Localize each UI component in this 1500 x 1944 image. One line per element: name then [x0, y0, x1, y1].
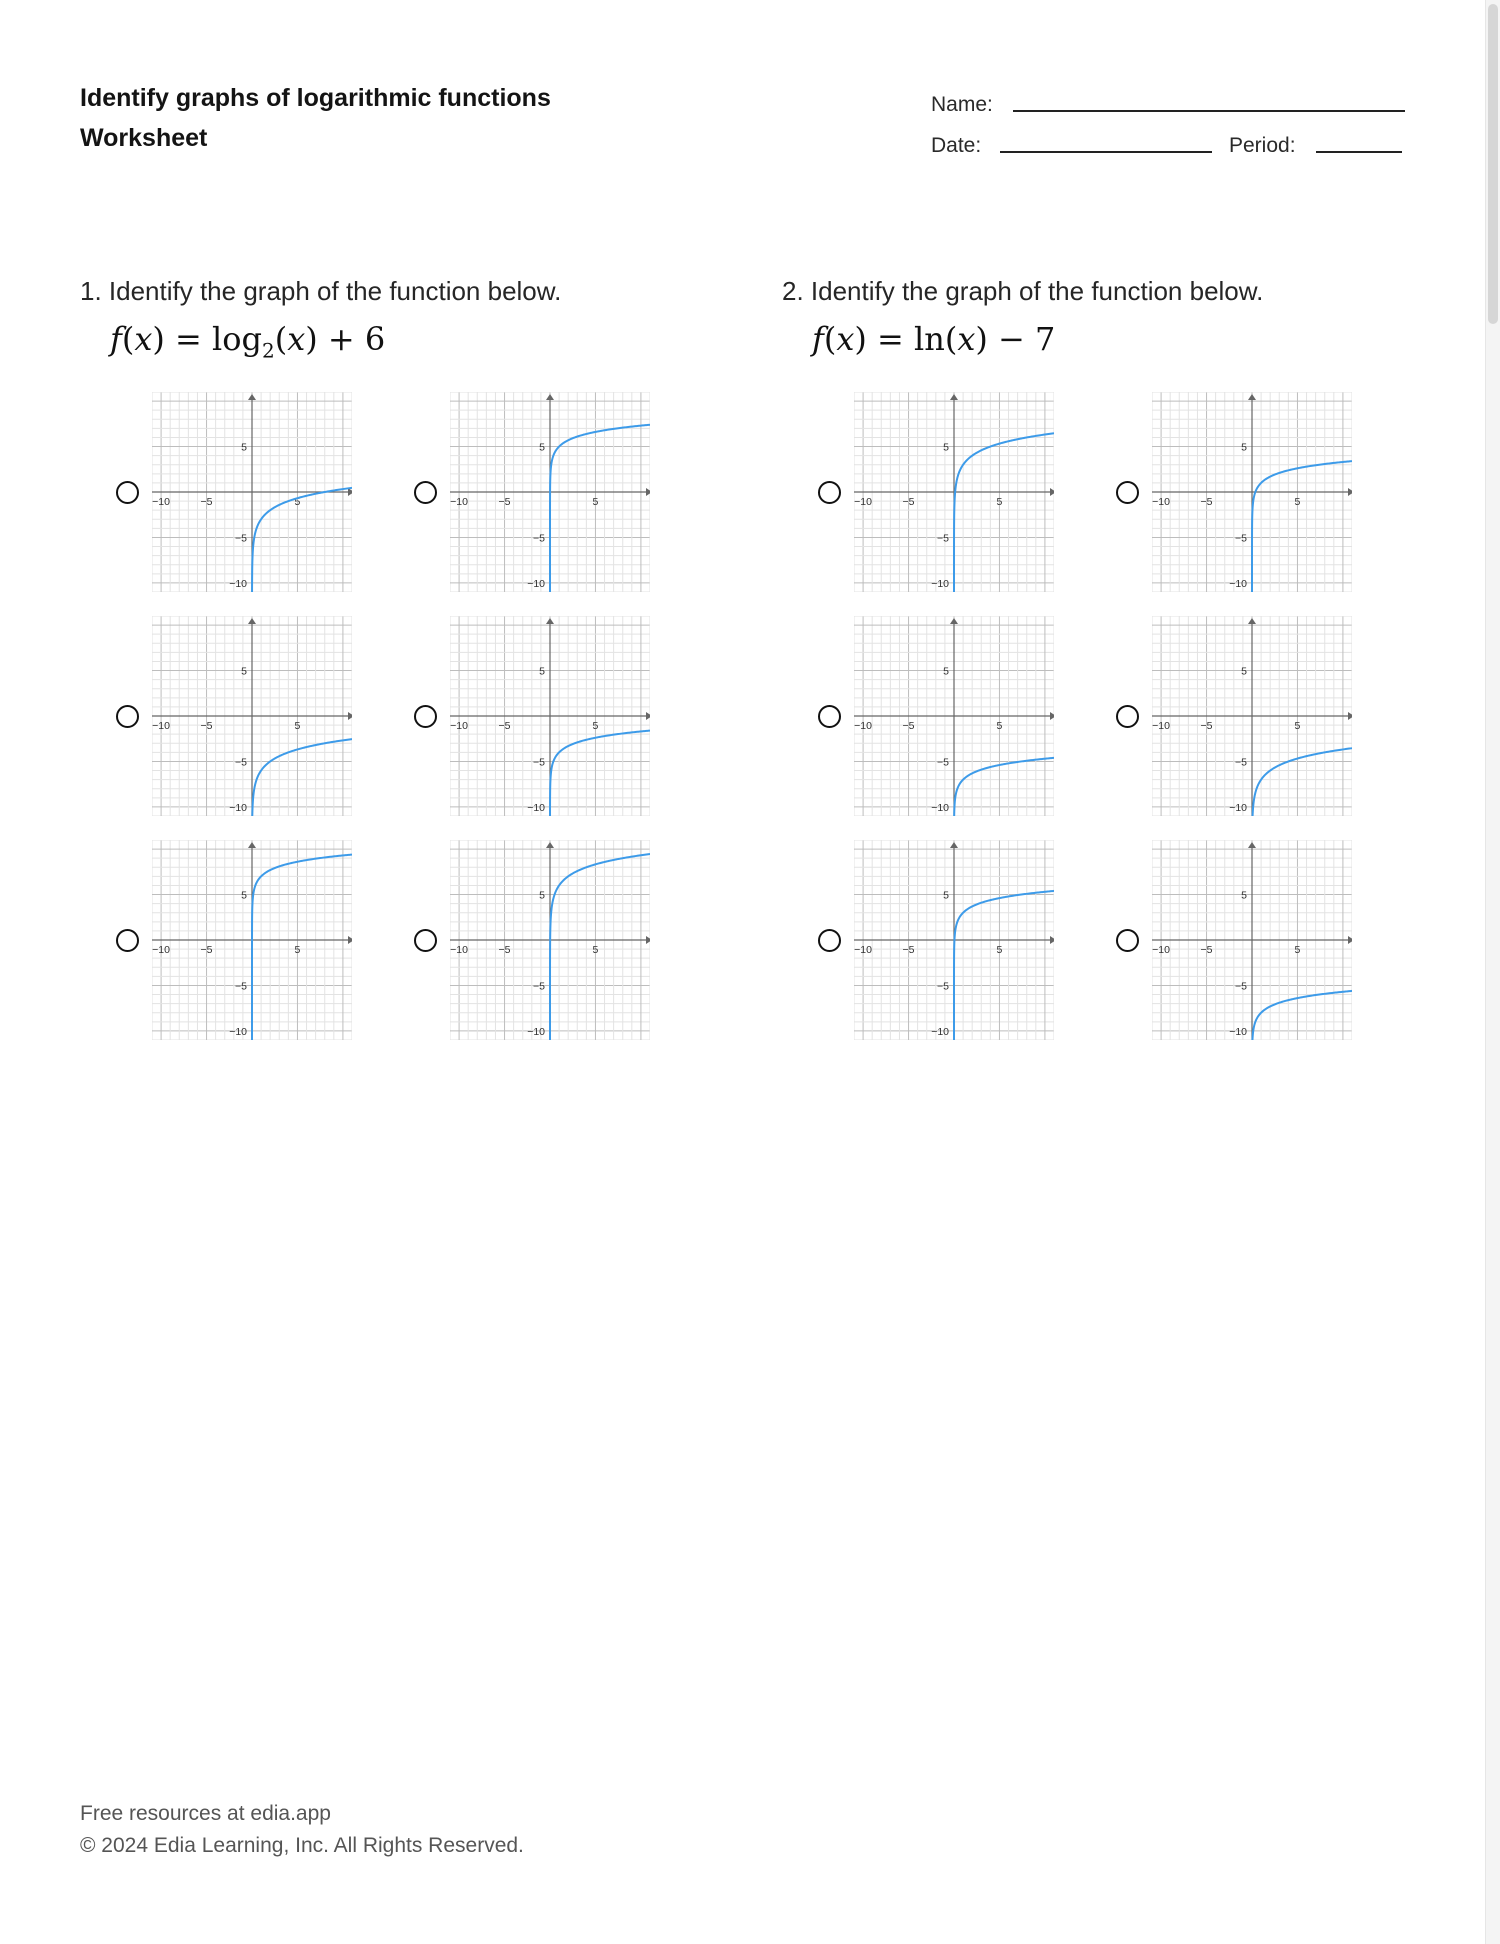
q2-option-a [818, 392, 1078, 592]
x-tick-label: 5 [1294, 944, 1301, 956]
q1-option-c-graph [152, 616, 352, 816]
q2-option-e [818, 840, 1078, 1040]
x-tick-label: −5 [498, 496, 511, 508]
y-tick-label: −5 [1235, 980, 1247, 993]
y-tick-label: −5 [235, 756, 247, 769]
q2-option-c [818, 616, 1078, 816]
y-tick-label: 5 [943, 889, 949, 902]
q1-option-f-radio[interactable] [414, 929, 437, 952]
q2-option-c-graph [854, 616, 1054, 816]
y-axis-arrow [1248, 618, 1256, 624]
x-tick-label: −5 [200, 944, 213, 956]
y-tick-label: −10 [229, 577, 247, 590]
y-axis-arrow [950, 842, 958, 848]
y-axis-arrow [950, 394, 958, 400]
x-tick-label: 5 [592, 944, 599, 956]
y-tick-label: −5 [533, 980, 545, 993]
question-1-formula: $f(x) = \log_2(x) + 6$ [110, 320, 386, 363]
x-tick-label: −10 [152, 496, 170, 508]
x-tick-label: −5 [200, 720, 213, 732]
q2-option-b-graph [1152, 392, 1352, 592]
x-tick-label: 5 [996, 944, 1003, 956]
q1-option-f-graph [450, 840, 650, 1040]
x-tick-label: −10 [854, 496, 872, 508]
log-curve [954, 891, 1054, 1040]
y-axis-arrow [546, 842, 554, 848]
q1-option-b-graph [450, 392, 650, 592]
y-tick-label: −5 [235, 532, 247, 545]
log-curve [954, 433, 1054, 592]
q2-option-f-radio[interactable] [1116, 929, 1139, 952]
y-tick-label: −10 [229, 1025, 247, 1038]
q2-option-f-graph [1152, 840, 1352, 1040]
y-tick-label: −10 [527, 1025, 545, 1038]
log-curve [252, 488, 352, 592]
q2-option-d-graph [1152, 616, 1352, 816]
q1-option-e [116, 840, 376, 1040]
x-tick-label: −10 [1152, 496, 1170, 508]
q1-option-a-radio[interactable] [116, 481, 139, 504]
x-tick-label: −5 [498, 944, 511, 956]
date-field[interactable] [1000, 151, 1212, 153]
log-curve [252, 739, 352, 816]
y-tick-label: −10 [527, 577, 545, 590]
x-axis-arrow [646, 712, 650, 720]
footer-copyright: © 2024 Edia Learning, Inc. All Rights Reserved. [80, 1834, 524, 1857]
q1-option-e-radio[interactable] [116, 929, 139, 952]
q1-option-a [116, 392, 376, 592]
y-axis-arrow [248, 618, 256, 624]
x-tick-label: −10 [152, 944, 170, 956]
x-tick-label: −5 [498, 720, 511, 732]
x-axis-arrow [1348, 936, 1352, 944]
q1-option-d-radio[interactable] [414, 705, 437, 728]
q2-option-a-radio[interactable] [818, 481, 841, 504]
y-axis-arrow [546, 394, 554, 400]
x-axis-arrow [1050, 488, 1054, 496]
y-axis-arrow [248, 842, 256, 848]
q2-option-e-radio[interactable] [818, 929, 841, 952]
period-field[interactable] [1316, 151, 1402, 153]
y-tick-label: 5 [241, 889, 247, 902]
footer-resources: Free resources at edia.app [80, 1802, 331, 1825]
worksheet-subtitle: Worksheet [80, 124, 208, 152]
y-tick-label: −5 [533, 756, 545, 769]
x-tick-label: 5 [294, 496, 301, 508]
worksheet-title: Identify graphs of logarithmic functions [80, 84, 551, 112]
x-tick-label: 5 [1294, 496, 1301, 508]
q1-option-d-graph [450, 616, 650, 816]
x-tick-label: 5 [1294, 720, 1301, 732]
y-tick-label: −5 [937, 532, 949, 545]
y-axis-arrow [950, 618, 958, 624]
q1-option-f [414, 840, 674, 1040]
q2-option-f [1116, 840, 1376, 1040]
y-tick-label: −5 [937, 980, 949, 993]
x-tick-label: 5 [996, 720, 1003, 732]
log-curve [1252, 461, 1352, 592]
y-tick-label: 5 [241, 665, 247, 678]
y-tick-label: −5 [235, 980, 247, 993]
log-curve [1253, 748, 1352, 816]
x-tick-label: −10 [450, 944, 468, 956]
q1-option-a-graph [152, 392, 352, 592]
y-tick-label: 5 [1241, 441, 1247, 454]
y-tick-label: 5 [1241, 889, 1247, 902]
period-label: Period: [1229, 134, 1296, 157]
q2-option-e-graph [854, 840, 1054, 1040]
name-label: Name: [931, 93, 993, 116]
x-tick-label: 5 [294, 720, 301, 732]
y-axis-arrow [1248, 842, 1256, 848]
q2-option-a-graph [854, 392, 1054, 592]
q1-option-e-graph [152, 840, 352, 1040]
y-tick-label: 5 [943, 441, 949, 454]
x-tick-label: 5 [996, 496, 1003, 508]
x-tick-label: −10 [450, 720, 468, 732]
x-tick-label: −5 [1200, 720, 1213, 732]
x-axis-arrow [646, 936, 650, 944]
q1-option-c [116, 616, 376, 816]
x-tick-label: −5 [1200, 496, 1213, 508]
y-axis-arrow [546, 618, 554, 624]
log-curve [252, 855, 352, 1040]
q2-option-b [1116, 392, 1376, 592]
x-tick-label: −10 [1152, 720, 1170, 732]
q1-option-b [414, 392, 674, 592]
x-tick-label: −5 [902, 720, 915, 732]
y-tick-label: −10 [931, 801, 949, 814]
name-field[interactable] [1013, 110, 1405, 112]
q1-option-c-radio[interactable] [116, 705, 139, 728]
y-tick-label: 5 [943, 665, 949, 678]
q2-option-c-radio[interactable] [818, 705, 841, 728]
y-tick-label: −5 [1235, 532, 1247, 545]
q1-option-b-radio[interactable] [414, 481, 437, 504]
x-axis-arrow [348, 936, 352, 944]
q2-option-d [1116, 616, 1376, 816]
y-tick-label: −10 [931, 577, 949, 590]
x-axis-arrow [348, 712, 352, 720]
log-curve [550, 854, 650, 1040]
y-tick-label: −10 [1229, 577, 1247, 590]
y-tick-label: −10 [527, 801, 545, 814]
y-tick-label: 5 [241, 441, 247, 454]
x-tick-label: −5 [902, 944, 915, 956]
q1-option-d [414, 616, 674, 816]
question-1-prompt: 1. Identify the graph of the function below. [80, 276, 562, 306]
y-tick-label: −10 [1229, 801, 1247, 814]
x-tick-label: 5 [592, 720, 599, 732]
x-axis-arrow [646, 488, 650, 496]
y-tick-label: −5 [533, 532, 545, 545]
y-tick-label: −5 [1235, 756, 1247, 769]
x-tick-label: −5 [200, 496, 213, 508]
x-tick-label: −10 [152, 720, 170, 732]
y-tick-label: 5 [1241, 665, 1247, 678]
x-tick-label: −5 [1200, 944, 1213, 956]
x-axis-arrow [1348, 712, 1352, 720]
x-tick-label: −10 [854, 720, 872, 732]
y-tick-label: 5 [539, 441, 545, 454]
x-tick-label: −10 [854, 944, 872, 956]
y-tick-label: −10 [1229, 1025, 1247, 1038]
log-curve [1252, 991, 1352, 1040]
q2-option-b-radio[interactable] [1116, 481, 1139, 504]
date-label: Date: [931, 134, 982, 157]
log-curve [550, 425, 650, 592]
x-tick-label: 5 [592, 496, 599, 508]
x-tick-label: −5 [902, 496, 915, 508]
y-tick-label: 5 [539, 889, 545, 902]
y-axis-arrow [248, 394, 256, 400]
x-tick-label: 5 [294, 944, 301, 956]
question-2-formula: f(x) = ln(x) − 7 [812, 320, 1056, 358]
scrollbar[interactable] [1485, 0, 1500, 1944]
x-axis-arrow [1348, 488, 1352, 496]
x-tick-label: −10 [450, 496, 468, 508]
y-tick-label: −10 [229, 801, 247, 814]
y-tick-label: −10 [931, 1025, 949, 1038]
x-tick-label: −10 [1152, 944, 1170, 956]
x-axis-arrow [1050, 712, 1054, 720]
y-tick-label: 5 [539, 665, 545, 678]
y-axis-arrow [1248, 394, 1256, 400]
q2-option-d-radio[interactable] [1116, 705, 1139, 728]
question-2-prompt: 2. Identify the graph of the function below. [782, 276, 1264, 306]
scrollbar-thumb[interactable] [1488, 4, 1498, 324]
x-axis-arrow [1050, 936, 1054, 944]
y-tick-label: −5 [937, 756, 949, 769]
